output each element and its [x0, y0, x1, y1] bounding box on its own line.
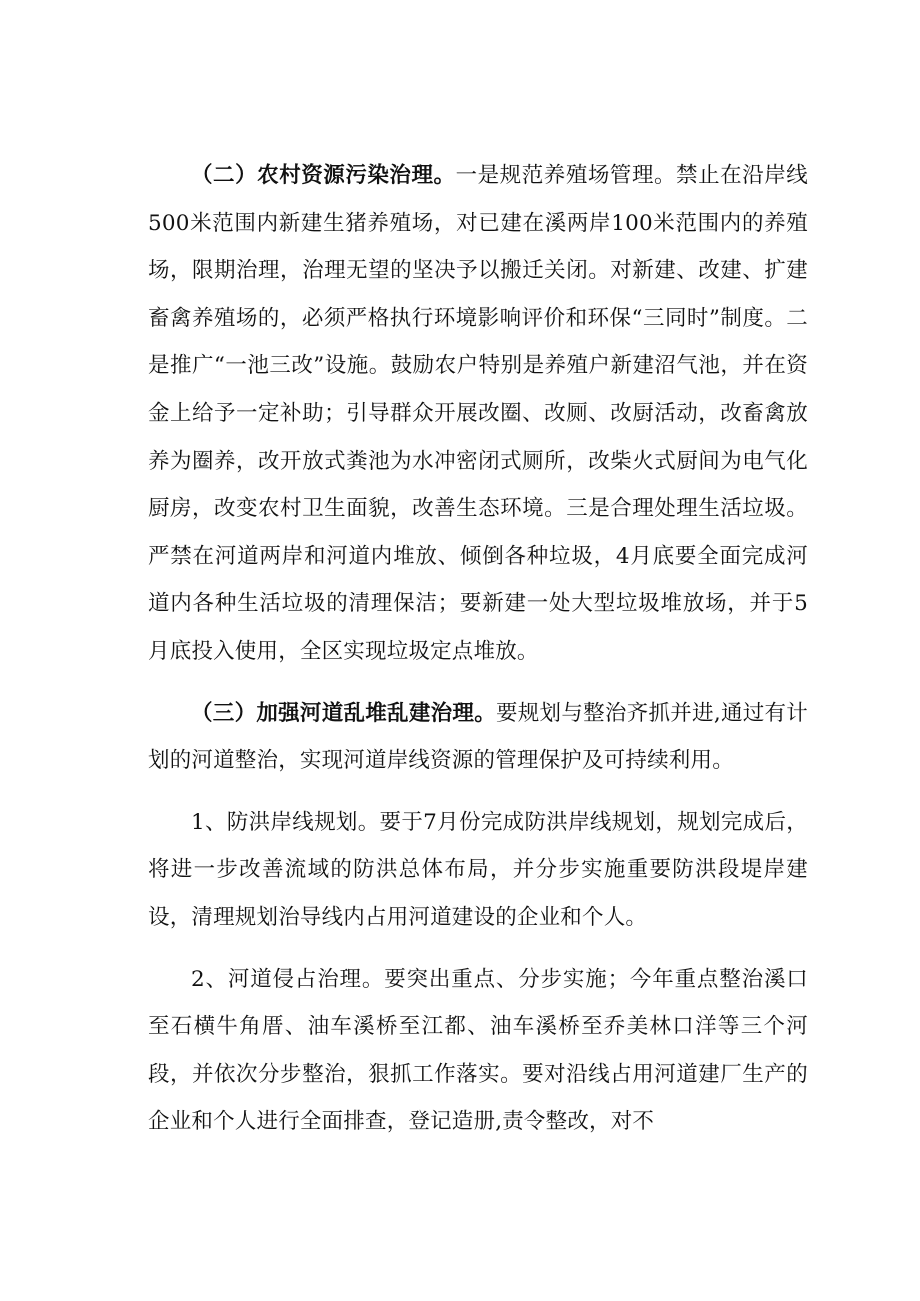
paragraph-river-occupation-control	[148, 956, 808, 1146]
paragraph-text: 2、河道侵占治理。要突出重点、分步实施；今年重点整治溪口至石横牛角厝、油车溪桥至江都、油车溪桥至乔美林口洋等三个河段，并依次分步整治，狠抓工作落实。要对沿线占用河道建厂生产的企业和个人进行全面排查，登记造册,责令整改，对不	[148, 966, 808, 1135]
paragraph-text: 要规划与整治齐抓并进,通过有计划的河道整治，实现河道岸线资源的管理保护及可持续利用。	[148, 700, 808, 774]
paragraph-river-encroachment	[148, 690, 808, 785]
paragraph-flood-shoreline-plan	[148, 799, 808, 942]
section-heading-rural-pollution: （二）农村资源污染治理。	[191, 163, 456, 188]
section-heading-river-encroachment: （三）加强河道乱堆乱建治理。	[191, 700, 496, 726]
paragraph-text: 一是规范养殖场管理。禁止在沿岸线500米范围内新建生猪养殖场，对已建在溪两岸100米范围内的养殖场，限期治理，治理无望的坚决予以搬迁关闭。对新建、改建、扩建畜禽养殖场的，必须严格执行环境影响评价和环保“三同时”制度。二是推广“一池三改”设施。鼓励农户特别是养殖户新建沼气池，并在资金上给予一定补助；引导群众开展改圈、改厕、改厨活动，改畜禽放养为圈养，改开放式粪池为水冲密闭式厕所，改柴火式厨间为电气化厨房，改变农村卫生面貌，改善生态环境。三是合理处理生活垃圾。严禁在河道两岸和河道内堆放、倾倒各种垃圾，4月底要全面完成河道内各种生活垃圾的清理保洁；要新建一处大型垃圾堆放场，并于5月底投入使用，全区实现垃圾定点堆放。	[148, 163, 808, 664]
paragraph-text: 1、防洪岸线规划。要于7月份完成防洪岸线规划，规划完成后，将进一步改善流域的防洪总体布局，并分步实施重要防洪段堤岸建设，清理规划治导线内占用河道建设的企业和个人。	[148, 809, 808, 930]
paragraph-rural-pollution	[148, 152, 808, 676]
document-body	[148, 152, 808, 1146]
